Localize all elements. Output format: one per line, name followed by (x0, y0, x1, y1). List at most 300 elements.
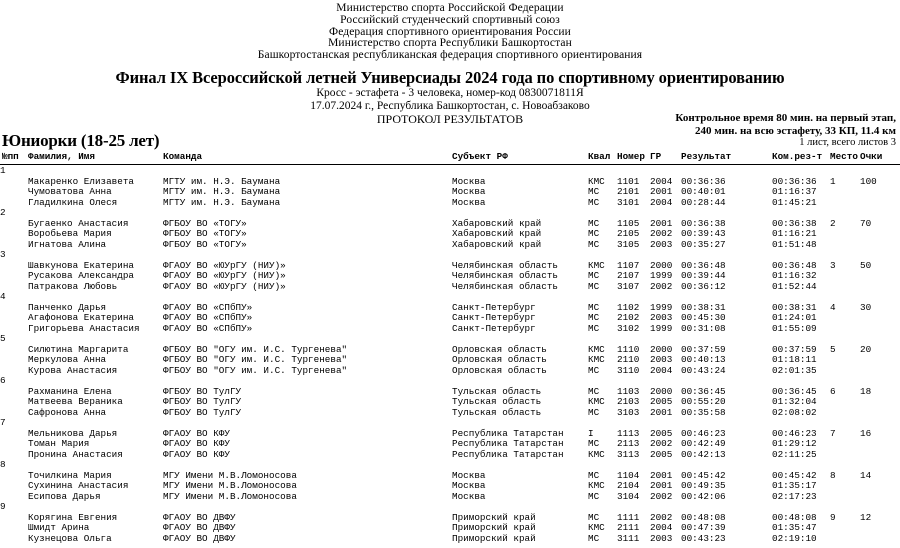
cell-number: 1110 (617, 343, 640, 355)
cell-team: ФГАОУ ВО «ЮУрГУ (НИУ)» (163, 280, 286, 292)
cell-komrez: 00:36:38 (772, 217, 817, 229)
group-number-row (0, 502, 900, 513)
table-header-row (0, 152, 900, 165)
cell-gr: 2004 (650, 364, 673, 376)
cell-subject: Москва (452, 186, 486, 197)
cell-komrez: 01:51:48 (772, 238, 817, 250)
cell-place: 7 (830, 427, 836, 439)
group-number-row (0, 250, 900, 261)
table-row (0, 282, 900, 293)
cell-name: Шмидт Арина (28, 522, 90, 533)
cell-komrez: 00:48:08 (772, 511, 817, 523)
cell-number: 1107 (617, 259, 640, 271)
cell-team: ФГАОУ ВО КФУ (163, 448, 230, 460)
table-row (0, 240, 900, 251)
cell-subject: Санкт-Петербург (452, 312, 536, 323)
cell-subject: Москва (452, 175, 486, 187)
cell-team: ФГАОУ ВО КФУ (163, 438, 230, 449)
cell-team: ФГБОУ ВО "ОГУ им. И.С. Тургенева" (163, 343, 348, 355)
cell-result: 00:46:23 (681, 427, 726, 439)
cell-subject: Республика Татарстан (452, 438, 564, 449)
table-row (0, 471, 900, 482)
table-row (0, 397, 900, 408)
cell-gr: 2003 (650, 238, 673, 250)
cell-ochki: 16 (860, 427, 872, 439)
cell-name: Сафронова Анна (28, 406, 107, 418)
table-row (0, 324, 900, 335)
cell-gr: 2001 (650, 469, 673, 481)
column-header-komrez: Ком.рез-т (772, 151, 823, 162)
cell-result: 00:49:35 (681, 480, 726, 491)
cell-komrez: 02:01:35 (772, 364, 817, 376)
cell-number: 1104 (617, 469, 640, 481)
cell-subject: Хабаровский край (452, 217, 542, 229)
cell-kval: МС (588, 322, 600, 334)
results-table (0, 152, 900, 544)
cell-subject: Тульская область (452, 396, 542, 407)
control-time-line-1: Контрольное время 80 мин. на первый этап, (675, 112, 896, 124)
cell-name: Кузнецова Ольга (28, 532, 112, 544)
cell-komrez: 00:45:42 (772, 469, 817, 481)
cell-number: 3105 (617, 238, 640, 250)
column-header-result: Результат (681, 151, 732, 162)
cell-gr: 2001 (650, 406, 673, 418)
cell-place: 8 (830, 469, 836, 481)
cell-team: ФГБОУ ВО ТулГУ (163, 385, 242, 397)
cell-ochki: 100 (860, 175, 877, 187)
cell-gr: 2005 (650, 396, 673, 407)
cell-result: 00:40:01 (681, 186, 726, 197)
cell-gr: 2000 (650, 385, 673, 397)
cell-result: 00:38:31 (681, 301, 726, 313)
cell-komrez: 02:19:10 (772, 532, 817, 544)
cell-team: ФГБОУ ВО «ТОГУ» (163, 238, 247, 250)
table-row (0, 355, 900, 366)
cell-gr: 2002 (650, 438, 673, 449)
table-row (0, 429, 900, 440)
cell-gr: 2001 (650, 186, 673, 197)
control-time-note (675, 112, 896, 150)
cell-komrez: 00:37:59 (772, 343, 817, 355)
cell-number: 2113 (617, 438, 640, 449)
cell-gr: 2000 (650, 259, 673, 271)
cell-subject: Санкт-Петербург (452, 322, 536, 334)
cell-komrez: 01:29:12 (772, 438, 817, 449)
cell-subject: Орловская область (452, 364, 547, 376)
group-number-row (0, 292, 900, 303)
column-header-npp: №пп (2, 151, 19, 162)
cell-komrez: 02:08:02 (772, 406, 817, 418)
cell-ochki: 18 (860, 385, 872, 397)
cell-result: 00:42:13 (681, 448, 726, 460)
cell-result: 00:37:59 (681, 343, 726, 355)
cell-gr: 2003 (650, 312, 673, 323)
column-header-team: Команда (163, 151, 203, 162)
cell-result: 00:36:38 (681, 217, 726, 229)
group-number-row (0, 418, 900, 429)
cell-gr: 1999 (650, 322, 673, 334)
table-row (0, 271, 900, 282)
cell-subject: Приморский край (452, 522, 536, 533)
cell-place: 6 (830, 385, 836, 397)
cell-number: 3104 (617, 490, 640, 502)
cell-subject: Челябинская область (452, 259, 559, 271)
cell-number: 1101 (617, 175, 640, 187)
discipline-line: Кросс - эстафета - 3 человека, номер-код 0830071811Я (316, 86, 584, 99)
cell-place: 9 (830, 511, 836, 523)
org-line-4: Министерство спорта Республики Башкортостан (328, 37, 572, 50)
cell-number: 3113 (617, 448, 640, 460)
group-number-row (0, 460, 900, 471)
cell-ochki: 50 (860, 259, 872, 271)
cell-komrez: 01:16:21 (772, 228, 817, 239)
page-title: Финал IX Всероссийской летней Универсиады 2024 года по спортивному ориентированию (115, 67, 785, 87)
cell-team: МГТУ им. Н.Э. Баумана (163, 196, 281, 208)
cell-gr: 2001 (650, 217, 673, 229)
cell-kval: КМС (588, 522, 605, 533)
cell-subject: Москва (452, 196, 486, 208)
cell-result: 00:35:27 (681, 238, 726, 250)
cell-gr: 2000 (650, 343, 673, 355)
cell-number: 2110 (617, 354, 640, 365)
cell-subject: Приморский край (452, 511, 536, 523)
cell-result: 00:43:24 (681, 364, 726, 376)
cell-result: 00:48:08 (681, 511, 726, 523)
org-line-2: Российский студенческий спортивный союз (340, 13, 560, 26)
cell-team: ФГАОУ ВО ДВФУ (163, 511, 236, 523)
table-row (0, 408, 900, 419)
cell-kval: КМС (588, 448, 605, 460)
group-number-row (0, 166, 900, 177)
cell-kval: МС (588, 186, 600, 197)
group-number: 2 (0, 207, 6, 218)
cell-kval: I (588, 427, 594, 439)
cell-komrez: 01:24:01 (772, 312, 817, 323)
cell-gr: 1999 (650, 270, 673, 281)
cell-gr: 2002 (650, 280, 673, 292)
cell-kval: МС (588, 511, 600, 523)
cell-result: 00:35:58 (681, 406, 726, 418)
column-header-kval: Квал (588, 151, 611, 162)
cell-gr: 2005 (650, 448, 673, 460)
cell-subject: Тульская область (452, 406, 542, 418)
organization-header (0, 0, 900, 62)
table-row (0, 219, 900, 230)
cell-number: 2103 (617, 396, 640, 407)
table-row (0, 303, 900, 314)
cell-result: 00:42:49 (681, 438, 726, 449)
cell-subject: Москва (452, 490, 486, 502)
cell-ochki: 30 (860, 301, 872, 313)
cell-subject: Москва (452, 480, 486, 491)
cell-team: ФГБОУ ВО ТулГУ (163, 396, 242, 407)
cell-team: ФГАОУ ВО КФУ (163, 427, 230, 439)
cell-place: 5 (830, 343, 836, 355)
cell-team: МГУ Имени М.В.Ломоносова (163, 469, 297, 481)
cell-kval: МС (588, 238, 600, 250)
column-header-subject: Субъект РФ (452, 151, 508, 162)
cell-name: Матвеева Вераника (28, 396, 123, 407)
cell-kval: МС (588, 406, 600, 418)
cell-team: ФГАОУ ВО ДВФУ (163, 522, 236, 533)
cell-subject: Приморский край (452, 532, 536, 544)
cell-team: ФГБОУ ВО "ОГУ им. И.С. Тургенева" (163, 364, 348, 376)
cell-place: 4 (830, 301, 836, 313)
cell-place: 1 (830, 175, 836, 187)
cell-subject: Тульская область (452, 385, 542, 397)
group-number-row (0, 334, 900, 345)
cell-gr: 2003 (650, 532, 673, 544)
cell-komrez: 02:11:25 (772, 448, 817, 460)
cell-name: Патракова Любовь (28, 280, 118, 292)
cell-kval: КМС (588, 396, 605, 407)
cell-team: ФГБОУ ВО «ТОГУ» (163, 228, 247, 239)
cell-number: 1113 (617, 427, 640, 439)
cell-name: Меркулова Анна (28, 354, 107, 365)
cell-place: 2 (830, 217, 836, 229)
cell-number: 3110 (617, 364, 640, 376)
cell-kval: КМС (588, 343, 605, 355)
cell-place: 3 (830, 259, 836, 271)
table-row (0, 450, 900, 461)
cell-team: ФГАОУ ВО «СПбПУ» (163, 322, 253, 334)
cell-kval: МС (588, 312, 600, 323)
table-row (0, 439, 900, 450)
cell-subject: Санкт-Петербург (452, 301, 536, 313)
cell-result: 00:36:45 (681, 385, 726, 397)
cell-team: ФГАОУ ВО ДВФУ (163, 532, 236, 544)
cell-team: МГТУ им. Н.Э. Баумана (163, 175, 281, 187)
cell-name: Есипова Дарья (28, 490, 101, 502)
cell-kval: КМС (588, 480, 605, 491)
cell-kval: МС (588, 270, 600, 281)
table-row (0, 313, 900, 324)
cell-kval: МС (588, 228, 600, 239)
cell-name: Томан Мария (28, 438, 90, 449)
cell-komrez: 01:52:44 (772, 280, 817, 292)
cell-komrez: 02:17:23 (772, 490, 817, 502)
cell-subject: Орловская область (452, 354, 547, 365)
cell-gr: 2002 (650, 490, 673, 502)
cell-name: Сухинина Анастасия (28, 480, 129, 491)
group-number: 5 (0, 333, 6, 344)
table-body (0, 166, 900, 544)
cell-number: 1102 (617, 301, 640, 313)
table-row (0, 513, 900, 524)
cell-number: 1105 (617, 217, 640, 229)
cell-team: МГУ Имени М.В.Ломоносова (163, 490, 297, 502)
cell-komrez: 00:38:31 (772, 301, 817, 313)
cell-result: 00:43:23 (681, 532, 726, 544)
cell-name: Силютина Маргарита (28, 343, 129, 355)
cell-team: ФГБОУ ВО ТулГУ (163, 406, 242, 418)
column-header-number: Номер (617, 151, 645, 162)
cell-komrez: 01:55:09 (772, 322, 817, 334)
cell-komrez: 01:18:11 (772, 354, 817, 365)
cell-subject: Республика Татарстан (452, 427, 564, 439)
cell-subject: Хабаровский край (452, 238, 542, 250)
org-line-1: Министерство спорта Российской Федерации (336, 2, 564, 14)
column-header-name: Фамилия, Имя (28, 151, 95, 162)
org-line-3: Федерация спортивного ориентирования России (329, 25, 571, 38)
cell-subject: Хабаровский край (452, 228, 542, 239)
cell-result: 00:42:06 (681, 490, 726, 502)
cell-name: Воробьева Мария (28, 228, 112, 239)
column-header-place: Место (830, 151, 858, 162)
cell-result: 00:40:13 (681, 354, 726, 365)
cell-name: Чумоватова Анна (28, 186, 112, 197)
group-number-row (0, 376, 900, 387)
cell-ochki: 70 (860, 217, 872, 229)
group-number: 8 (0, 459, 6, 470)
cell-name: Корягина Евгения (28, 511, 118, 523)
cell-kval: МС (588, 532, 600, 544)
cell-komrez: 01:32:04 (772, 396, 817, 407)
cell-kval: МС (588, 301, 600, 313)
cell-komrez: 00:46:23 (772, 427, 817, 439)
cell-number: 2102 (617, 312, 640, 323)
cell-number: 1103 (617, 385, 640, 397)
cell-kval: МС (588, 438, 600, 449)
cell-komrez: 00:36:36 (772, 175, 817, 187)
cell-name: Панченко Дарья (28, 301, 107, 313)
group-number-row (0, 208, 900, 219)
cell-komrez: 01:35:17 (772, 480, 817, 491)
group-number: 1 (0, 165, 6, 176)
cell-kval: МС (588, 469, 600, 481)
cell-result: 00:36:36 (681, 175, 726, 187)
control-time-line-2: 240 мин. на всю эстафету, 33 КП, 11.4 км (695, 124, 896, 137)
table-row (0, 366, 900, 377)
cell-number: 3103 (617, 406, 640, 418)
cell-number: 2104 (617, 480, 640, 491)
table-row (0, 534, 900, 545)
table-row (0, 492, 900, 503)
date-place-line: 17.07.2024 г., Республика Башкортостан, с. Новоабзаково (310, 99, 590, 112)
table-row (0, 198, 900, 209)
cell-name: Григорьева Анастасия (28, 322, 140, 334)
cell-kval: КМС (588, 259, 605, 271)
cell-name: Курова Анастасия (28, 364, 118, 376)
cell-result: 00:45:30 (681, 312, 726, 323)
cell-kval: МС (588, 385, 600, 397)
group-number: 9 (0, 501, 6, 512)
cell-name: Гладилкина Олеся (28, 196, 118, 208)
table-row (0, 387, 900, 398)
cell-komrez: 01:35:47 (772, 522, 817, 533)
cell-kval: КМС (588, 354, 605, 365)
cell-ochki: 20 (860, 343, 872, 355)
cell-kval: МС (588, 280, 600, 292)
cell-number: 3102 (617, 322, 640, 334)
protocol-heading: ПРОТОКОЛ РЕЗУЛЬТАТОВ (376, 112, 524, 127)
cell-subject: Челябинская область (452, 280, 559, 292)
cell-kval: МС (588, 490, 600, 502)
cell-name: Русакова Александра (28, 270, 135, 281)
group-number: 7 (0, 417, 6, 428)
cell-komrez: 01:16:32 (772, 270, 817, 281)
cell-name: Игнатова Алина (28, 238, 107, 250)
cell-kval: МС (588, 217, 600, 229)
cell-gr: 2004 (650, 522, 673, 533)
cell-number: 2105 (617, 228, 640, 239)
cell-result: 00:31:08 (681, 322, 726, 334)
cell-team: ФГБОУ ВО "ОГУ им. И.С. Тургенева" (163, 354, 348, 365)
cell-number: 2111 (617, 522, 640, 533)
cell-team: МГТУ им. Н.Э. Баумана (163, 186, 281, 197)
cell-gr: 2005 (650, 427, 673, 439)
cell-ochki: 12 (860, 511, 872, 523)
cell-kval: МС (588, 364, 600, 376)
cell-gr: 1999 (650, 301, 673, 313)
cell-team: ФГАОУ ВО «СПбПУ» (163, 301, 253, 313)
cell-number: 2101 (617, 186, 640, 197)
group-number: 4 (0, 291, 6, 302)
cell-number: 3111 (617, 532, 640, 544)
cell-subject: Республика Татарстан (452, 448, 564, 460)
cell-gr: 2004 (650, 196, 673, 208)
cell-kval: КМС (588, 175, 605, 187)
cell-result: 00:47:39 (681, 522, 726, 533)
cell-komrez: 00:36:48 (772, 259, 817, 271)
cell-subject: Москва (452, 469, 486, 481)
cell-number: 3101 (617, 196, 640, 208)
cell-number: 1111 (617, 511, 640, 523)
cell-gr: 2002 (650, 228, 673, 239)
cell-result: 00:28:44 (681, 196, 726, 208)
cell-name: Агафонова Екатерина (28, 312, 135, 323)
cell-result: 00:39:44 (681, 270, 726, 281)
column-header-ochki: Очки (860, 151, 883, 162)
cell-komrez: 00:36:45 (772, 385, 817, 397)
cell-name: Точилкина Мария (28, 469, 112, 481)
table-row (0, 177, 900, 188)
table-row (0, 229, 900, 240)
cell-gr: 2004 (650, 175, 673, 187)
column-header-gr: ГР (650, 151, 662, 162)
cell-name: Пронина Анастасия (28, 448, 123, 460)
sheet-count-line: 1 лист, всего листов 3 (799, 137, 896, 149)
cell-subject: Челябинская область (452, 270, 559, 281)
cell-team: ФГБОУ ВО «ТОГУ» (163, 217, 247, 229)
cell-komrez: 01:16:37 (772, 186, 817, 197)
cell-gr: 2001 (650, 480, 673, 491)
cell-name: Бугаенко Анастасия (28, 217, 129, 229)
cell-gr: 2003 (650, 354, 673, 365)
cell-result: 00:45:42 (681, 469, 726, 481)
cell-number: 3107 (617, 280, 640, 292)
cell-name: Шавкунова Екатерина (28, 259, 135, 271)
cell-subject: Орловская область (452, 343, 547, 355)
org-line-5: Башкортостанская республиканская федерация спортивного ориентирования (257, 49, 643, 62)
cell-ochki: 14 (860, 469, 872, 481)
cell-komrez: 01:45:21 (772, 196, 817, 208)
table-row (0, 261, 900, 272)
cell-name: Рахманина Елена (28, 385, 112, 397)
cell-team: ФГАОУ ВО «ЮУрГУ (НИУ)» (163, 259, 286, 271)
category-heading: Юниорки (18-25 лет) (2, 131, 160, 150)
group-number: 3 (0, 249, 6, 260)
cell-team: ФГАОУ ВО «СПбПУ» (163, 312, 253, 323)
cell-result: 00:36:48 (681, 259, 726, 271)
cell-team: ФГАОУ ВО «ЮУрГУ (НИУ)» (163, 270, 286, 281)
table-row (0, 523, 900, 534)
cell-gr: 2002 (650, 511, 673, 523)
cell-result: 00:55:20 (681, 396, 726, 407)
cell-result: 00:36:12 (681, 280, 726, 292)
cell-team: МГУ Имени М.В.Ломоносова (163, 480, 297, 491)
table-row (0, 481, 900, 492)
